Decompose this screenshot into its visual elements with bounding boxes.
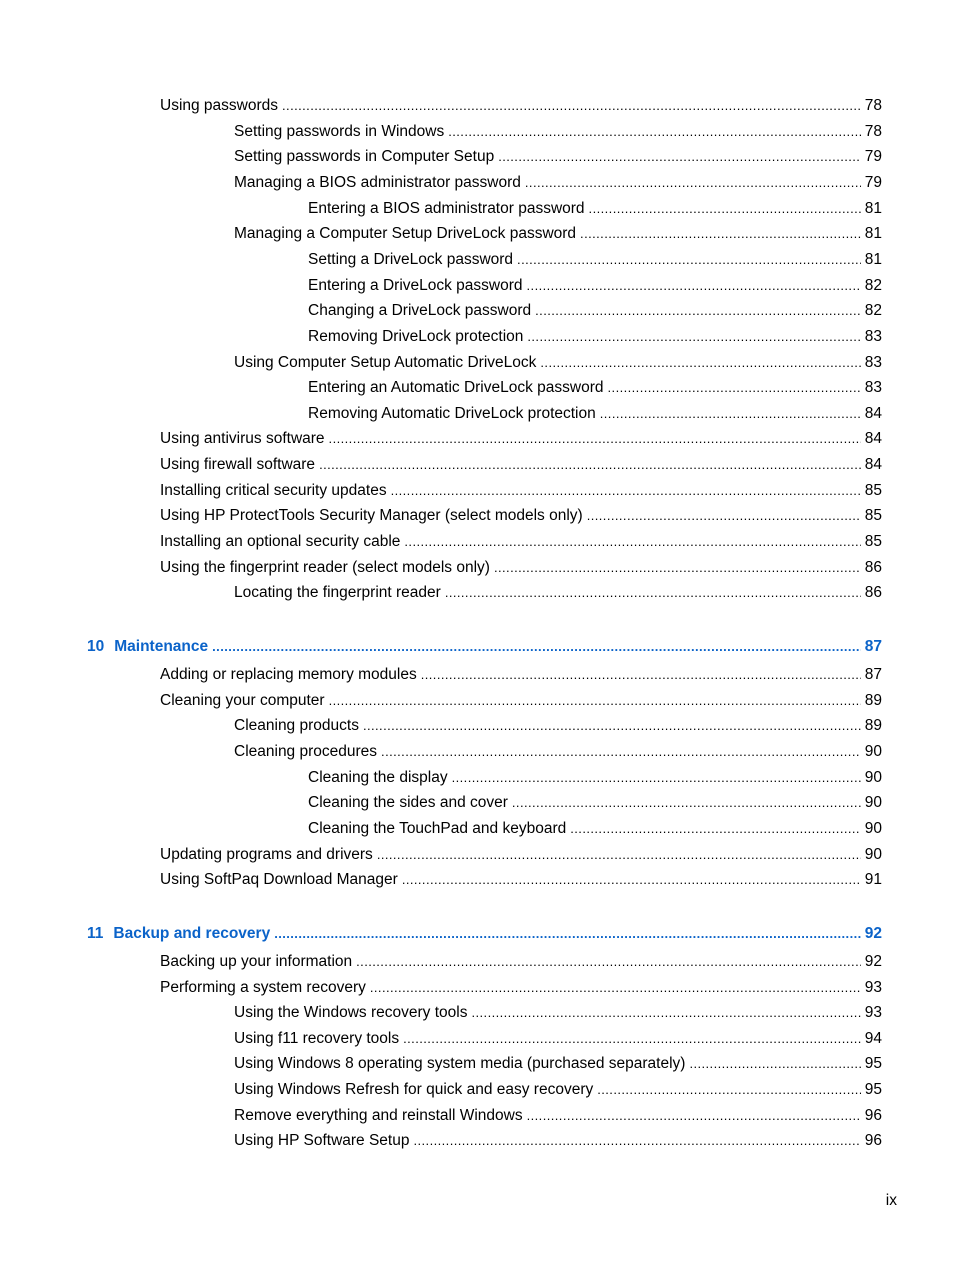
- dot-leader: [452, 769, 861, 787]
- entry-page-number: 90: [864, 794, 882, 812]
- toc-entry[interactable]: [234, 1055, 882, 1075]
- dot-leader: [363, 717, 861, 735]
- entry-page-number: 84: [864, 404, 882, 422]
- entry-title: [234, 354, 536, 372]
- entry-title: [160, 482, 387, 500]
- entry-title-text: Using HP Software Setup: [234, 1132, 410, 1150]
- dot-leader: [413, 1132, 860, 1150]
- toc-entry[interactable]: [234, 148, 882, 168]
- entry-title: [160, 979, 366, 997]
- entry-page-number: 90: [864, 742, 882, 760]
- entry-title-text: Adding or replacing memory modules: [160, 666, 417, 683]
- toc-entry[interactable]: [234, 354, 882, 374]
- entry-page-number: 83: [864, 379, 882, 397]
- dot-leader: [212, 638, 861, 656]
- dot-leader: [535, 302, 861, 320]
- entry-title-text: Entering a BIOS administrator password: [308, 199, 585, 217]
- entry-title-text: Cleaning the display: [308, 768, 448, 786]
- dot-leader: [517, 251, 861, 269]
- entry-title-text: Setting passwords in Computer Setup: [234, 148, 495, 166]
- entry-title: [234, 1081, 593, 1099]
- toc-entry[interactable]: [308, 405, 882, 425]
- dot-leader: [319, 456, 861, 474]
- dot-leader: [498, 148, 861, 166]
- entry-title-text: Backing up your information: [160, 952, 353, 970]
- entry-page-number: 93: [864, 1004, 882, 1022]
- toc-entry[interactable]: [234, 123, 882, 143]
- toc-entry[interactable]: [160, 979, 882, 999]
- entry-title-text: Entering a DriveLock password: [308, 276, 523, 294]
- chapter-number: 11: [87, 924, 104, 942]
- dot-leader: [570, 820, 861, 838]
- entry-title-text: Managing a BIOS administrator password: [234, 173, 521, 191]
- toc-entry[interactable]: [160, 846, 882, 866]
- entry-page-number: 90: [864, 845, 882, 863]
- toc-entry[interactable]: [308, 277, 882, 297]
- toc-entry[interactable]: [234, 717, 882, 737]
- toc-entry[interactable]: [234, 1081, 882, 1101]
- toc-entry[interactable]: [308, 328, 882, 348]
- entry-page-number: 95: [864, 1055, 882, 1073]
- dot-leader: [282, 97, 861, 115]
- entry-page-number: 92: [864, 952, 882, 970]
- entry-title: [308, 405, 596, 423]
- entry-page-number: 81: [864, 199, 882, 217]
- entry-page-number: 82: [864, 276, 882, 294]
- entry-title-text: Maintenance: [114, 638, 209, 655]
- dot-leader: [589, 200, 861, 218]
- toc-entry[interactable]: [234, 584, 882, 604]
- entry-title-text: Managing a Computer Setup DriveLock password: [234, 225, 577, 243]
- toc-entry[interactable]: [234, 225, 882, 245]
- entry-title-text: Using f11 recovery tools: [234, 1029, 400, 1047]
- toc-entry[interactable]: [234, 743, 882, 763]
- entry-title-text: Updating programs and drivers: [160, 845, 373, 863]
- dot-leader: [527, 277, 861, 295]
- toc-entry[interactable]: [308, 769, 882, 789]
- entry-page-number: 78: [864, 122, 882, 140]
- entry-title: [234, 123, 444, 141]
- entry-page-number: 79: [864, 148, 882, 166]
- entry-title: [308, 302, 531, 320]
- page-number: ix: [885, 1192, 897, 1209]
- entry-title-text: Cleaning procedures: [234, 742, 378, 760]
- dot-leader: [540, 354, 860, 372]
- chapter-number: 10: [87, 638, 105, 655]
- toc-entry[interactable]: [234, 1107, 882, 1127]
- entry-title-text: Installing an optional security cable: [160, 533, 401, 551]
- entry-page-number: 90: [864, 768, 882, 786]
- dot-leader: [377, 846, 861, 864]
- entry-page-number: 93: [864, 978, 882, 996]
- toc-entry[interactable]: [234, 1132, 882, 1152]
- dot-leader: [580, 225, 861, 243]
- entry-title-text: Using the Windows recovery tools: [234, 1004, 468, 1022]
- toc-entry[interactable]: [160, 559, 882, 579]
- entry-title-text: Using Windows 8 operating system media (purchased separately): [234, 1055, 686, 1073]
- entry-title-text: Using antivirus software: [160, 430, 325, 448]
- entry-title-text: Remove everything and reinstall Windows: [234, 1106, 523, 1124]
- entry-title: [308, 277, 523, 295]
- entry-title-text: Using Windows Refresh for quick and easy recovery: [234, 1081, 594, 1099]
- entry-page-number: 85: [864, 533, 882, 551]
- dot-leader: [274, 925, 861, 943]
- dot-leader: [527, 328, 860, 346]
- entry-title-text: Removing Automatic DriveLock protection: [308, 404, 596, 422]
- entry-title: [308, 820, 566, 838]
- entry-title: [234, 148, 494, 166]
- entry-title: [308, 379, 604, 397]
- dot-leader: [527, 1107, 861, 1125]
- dot-leader: [494, 559, 861, 577]
- entry-page-number: 86: [864, 584, 882, 602]
- entry-page-number: 84: [864, 430, 882, 448]
- toc-entry[interactable]: [234, 174, 882, 194]
- entry-title: [160, 533, 400, 551]
- dot-leader: [404, 533, 860, 551]
- entry-page-number: 84: [864, 456, 882, 474]
- entry-title: [234, 743, 377, 761]
- dot-leader: [329, 692, 861, 710]
- entry-title: [308, 794, 508, 812]
- entry-title: [234, 717, 359, 735]
- dot-leader: [600, 405, 861, 423]
- toc-entry[interactable]: [308, 794, 882, 814]
- toc-entry[interactable]: [160, 533, 882, 553]
- entry-title: [234, 1004, 467, 1022]
- entry-page-number: 85: [864, 481, 882, 499]
- entry-title-text: Using HP ProtectTools Security Manager (select models only): [160, 507, 583, 525]
- entry-page-number: 78: [864, 97, 882, 114]
- entry-page-number: 91: [864, 871, 882, 889]
- toc-entry[interactable]: [160, 871, 882, 891]
- entry-page-number: 89: [864, 717, 882, 735]
- dot-leader: [689, 1055, 860, 1073]
- entry-page-number: 87: [864, 666, 882, 683]
- toc-entry[interactable]: [160, 953, 882, 973]
- entry-title-text: Setting passwords in Windows: [234, 122, 445, 140]
- toc-entry[interactable]: [308, 200, 882, 220]
- entry-title: [234, 225, 576, 243]
- entry-title: [160, 871, 398, 889]
- toc-entry[interactable]: [234, 1004, 882, 1024]
- entry-title: [234, 1107, 523, 1125]
- entry-title-text: Using firewall software: [160, 456, 316, 474]
- toc-entry[interactable]: [308, 251, 882, 271]
- entry-title: [308, 328, 523, 346]
- toc-entry[interactable]: [160, 430, 882, 450]
- entry-title: [160, 666, 417, 684]
- chapter-entry[interactable]: [87, 638, 882, 658]
- entry-page-number: 83: [864, 353, 882, 371]
- dot-leader: [381, 743, 861, 761]
- toc-entry[interactable]: [160, 666, 882, 686]
- entry-title: [234, 1132, 409, 1150]
- entry-title-text: Using passwords: [160, 97, 279, 114]
- toc-entry[interactable]: [308, 302, 882, 322]
- entry-page-number: 94: [864, 1029, 882, 1047]
- dot-leader: [597, 1081, 861, 1099]
- toc-entry[interactable]: [160, 507, 882, 527]
- entry-title: [234, 584, 441, 602]
- entry-page-number: 83: [864, 327, 882, 345]
- entry-title: [160, 507, 583, 525]
- entry-title-text: Using SoftPaq Download Manager: [160, 871, 398, 889]
- toc-entry[interactable]: [160, 456, 882, 476]
- entry-title: [234, 1030, 399, 1048]
- dot-leader: [608, 379, 861, 397]
- entry-title: [160, 97, 278, 115]
- entry-page-number: 81: [864, 225, 882, 243]
- entry-page-number: 95: [864, 1081, 882, 1099]
- entry-title-text: Cleaning your computer: [160, 691, 325, 709]
- entry-title: [308, 251, 513, 269]
- entry-title: [234, 1055, 685, 1073]
- entry-title: [160, 692, 325, 710]
- entry-title: [160, 846, 373, 864]
- entry-page-number: 96: [864, 1132, 882, 1150]
- dot-leader: [587, 507, 861, 525]
- entry-title-text: Performing a system recovery: [160, 978, 366, 996]
- entry-title-text: Using Computer Setup Automatic DriveLock: [234, 353, 537, 371]
- entry-title-text: Cleaning the sides and cover: [308, 794, 508, 812]
- dot-leader: [356, 953, 861, 971]
- entry-title-text: Installing critical security updates: [160, 481, 387, 499]
- toc-entry[interactable]: [160, 97, 882, 117]
- dot-leader: [445, 584, 861, 602]
- entry-page-number: 90: [864, 819, 882, 837]
- entry-title: [308, 200, 585, 218]
- toc-entry[interactable]: [234, 1030, 882, 1050]
- dot-leader: [448, 123, 861, 141]
- entry-page-number: 89: [864, 691, 882, 709]
- entry-title: [160, 953, 352, 971]
- entry-title: [160, 559, 490, 577]
- entry-title: [160, 430, 325, 448]
- dot-leader: [471, 1004, 860, 1022]
- dot-leader: [329, 430, 861, 448]
- entry-title-text: Locating the fingerprint reader: [234, 584, 441, 602]
- dot-leader: [402, 871, 861, 889]
- toc-entry[interactable]: [308, 820, 882, 840]
- entry-title-text: Backup and recovery: [113, 924, 271, 942]
- entry-page-number: 85: [864, 507, 882, 525]
- dot-leader: [370, 979, 861, 997]
- dot-leader: [525, 174, 861, 192]
- entry-title: [87, 638, 208, 656]
- entry-page-number: 79: [864, 173, 882, 191]
- entry-title-text: Entering an Automatic DriveLock password: [308, 379, 604, 397]
- entry-page-number: 86: [864, 558, 882, 576]
- entry-title-text: Setting a DriveLock password: [308, 250, 514, 268]
- entry-title-text: Using the fingerprint reader (select models only): [160, 558, 490, 576]
- entry-title: [87, 925, 270, 943]
- toc-entry[interactable]: [160, 692, 882, 712]
- entry-title: [160, 456, 315, 474]
- dot-leader: [421, 666, 861, 684]
- toc-entry[interactable]: [160, 482, 882, 502]
- dot-leader: [512, 794, 861, 812]
- entry-page-number: 81: [864, 250, 882, 268]
- toc-entry[interactable]: [308, 379, 882, 399]
- entry-page-number: 87: [864, 638, 882, 655]
- entry-title-text: Changing a DriveLock password: [308, 302, 532, 320]
- entry-title: [234, 174, 521, 192]
- entry-title-text: Cleaning products: [234, 717, 359, 735]
- entry-page-number: 96: [864, 1106, 882, 1124]
- dot-leader: [391, 482, 861, 500]
- dot-leader: [403, 1030, 861, 1048]
- entry-title-text: Cleaning the TouchPad and keyboard: [308, 819, 567, 837]
- entry-title: [308, 769, 448, 787]
- entry-title-text: Removing DriveLock protection: [308, 327, 524, 345]
- entry-page-number: 92: [864, 924, 882, 942]
- entry-page-number: 82: [864, 302, 882, 320]
- chapter-entry[interactable]: [87, 925, 882, 945]
